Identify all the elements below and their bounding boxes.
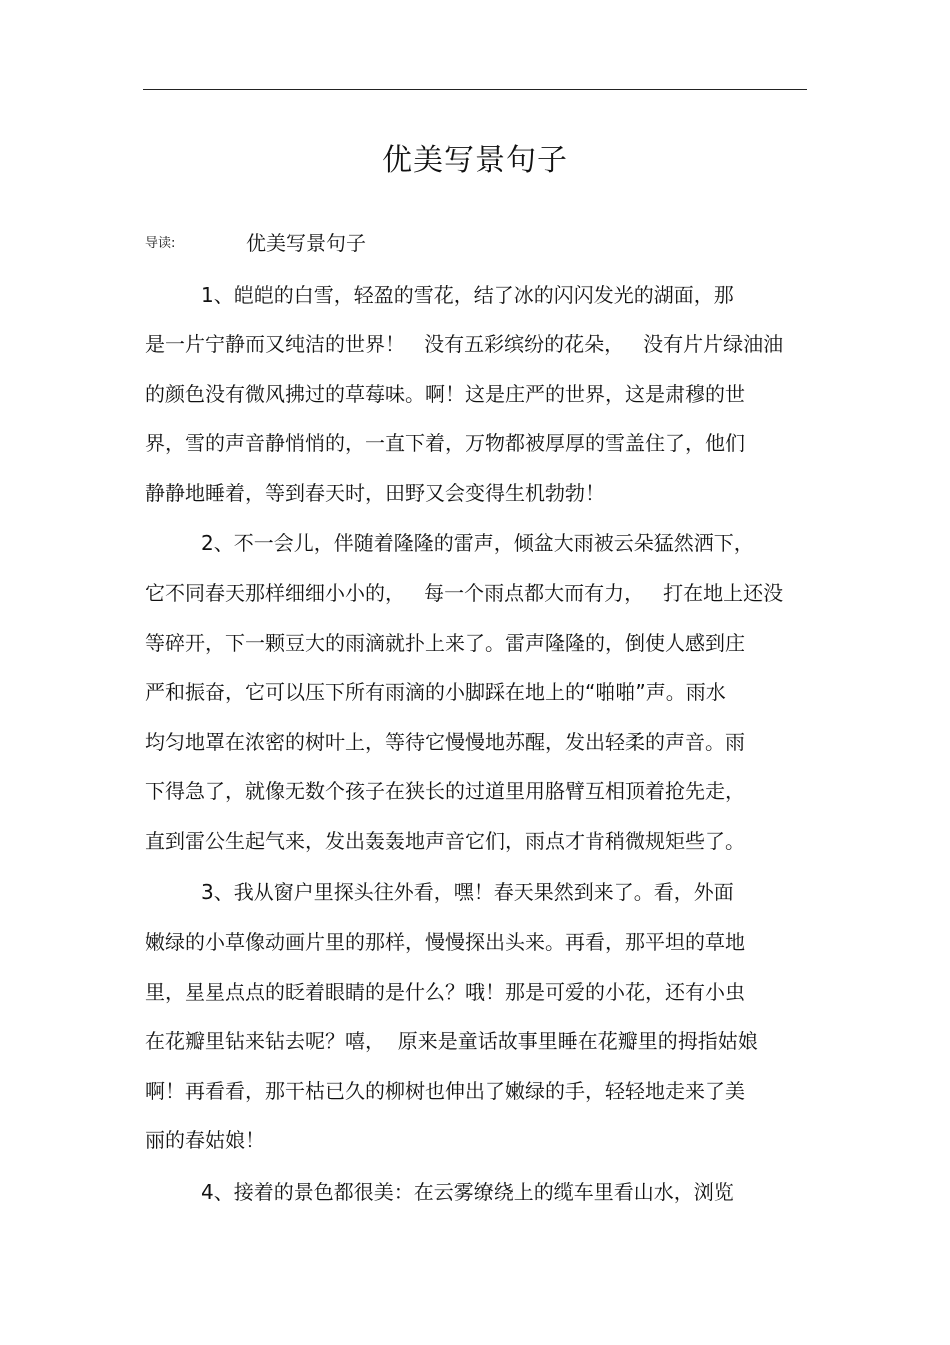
- paragraph-1-line-5: 静静地睡着，等到春天时，田野又会变得生机勃勃！: [145, 481, 605, 505]
- lead-text: 优美写景句子: [246, 231, 366, 255]
- paragraph-4-line-1: 4、接着的景色都很美：在云雾缭绕上的缆车里看山水，浏览: [201, 1180, 734, 1204]
- paragraph-2-line-3: 等碎开，下一颗豆大的雨滴就扑上来了。雷声隆隆的，倒使人感到庄: [145, 631, 745, 655]
- paragraph-3-line-5: 啊！再看看，那干枯已久的柳树也伸出了嫩绿的手，轻轻地走来了美: [145, 1079, 745, 1103]
- paragraph-3-line-4: 在花瓣里钻来钻去呢？嘻， 原来是童话故事里睡在花瓣里的拇指姑娘: [145, 1029, 758, 1053]
- paragraph-2-line-5: 均匀地罩在浓密的树叶上，等待它慢慢地苏醒，发出轻柔的声音。雨: [145, 730, 745, 754]
- paragraph-2-line-7: 直到雷公生起气来，发出轰轰地声音它们，雨点才肯稍微规矩些了。: [145, 829, 745, 853]
- paragraph-1-line-1: 1、皑皑的白雪，轻盈的雪花，结了冰的闪闪发光的湖面，那: [201, 283, 734, 307]
- header-rule: [143, 89, 807, 90]
- paragraph-2-line-1: 2、不一会儿，伴随着隆隆的雷声，倾盆大雨被云朵猛然洒下，: [201, 531, 754, 555]
- paragraph-2-line-6: 下得急了，就像无数个孩子在狭长的过道里用胳臂互相顶着抢先走，: [145, 779, 745, 803]
- paragraph-3-line-6: 丽的春姑娘！: [145, 1128, 265, 1152]
- lead-label: 导读:: [145, 236, 176, 251]
- document-title: 优美写景句子: [382, 143, 568, 178]
- paragraph-1-line-3: 的颜色没有微风拂过的草莓味。啊！这是庄严的世界，这是肃穆的世: [145, 382, 745, 406]
- paragraph-1-line-4: 界，雪的声音静悄悄的，一直下着，万物都被厚厚的雪盖住了，他们: [145, 431, 745, 455]
- paragraph-1-line-2: 是一片宁静而又纯洁的世界！ 没有五彩缤纷的花朵， 没有片片绿油油: [145, 332, 784, 356]
- paragraph-3-line-1: 3、我从窗户里探头往外看，嘿！春天果然到来了。看，外面: [201, 880, 734, 904]
- paragraph-2-line-2: 它不同春天那样细细小小的， 每一个雨点都大而有力， 打在地上还没: [145, 581, 784, 605]
- paragraph-3-line-3: 里，星星点点的眨着眼睛的是什么？哦！那是可爱的小花，还有小虫: [145, 980, 745, 1004]
- paragraph-2-line-4: 严和振奋，它可以压下所有雨滴的小脚踩在地上的“啪啪”声。雨水: [145, 680, 726, 704]
- paragraph-3-line-2: 嫩绿的小草像动画片里的那样，慢慢探出头来。再看，那平坦的草地: [145, 930, 745, 954]
